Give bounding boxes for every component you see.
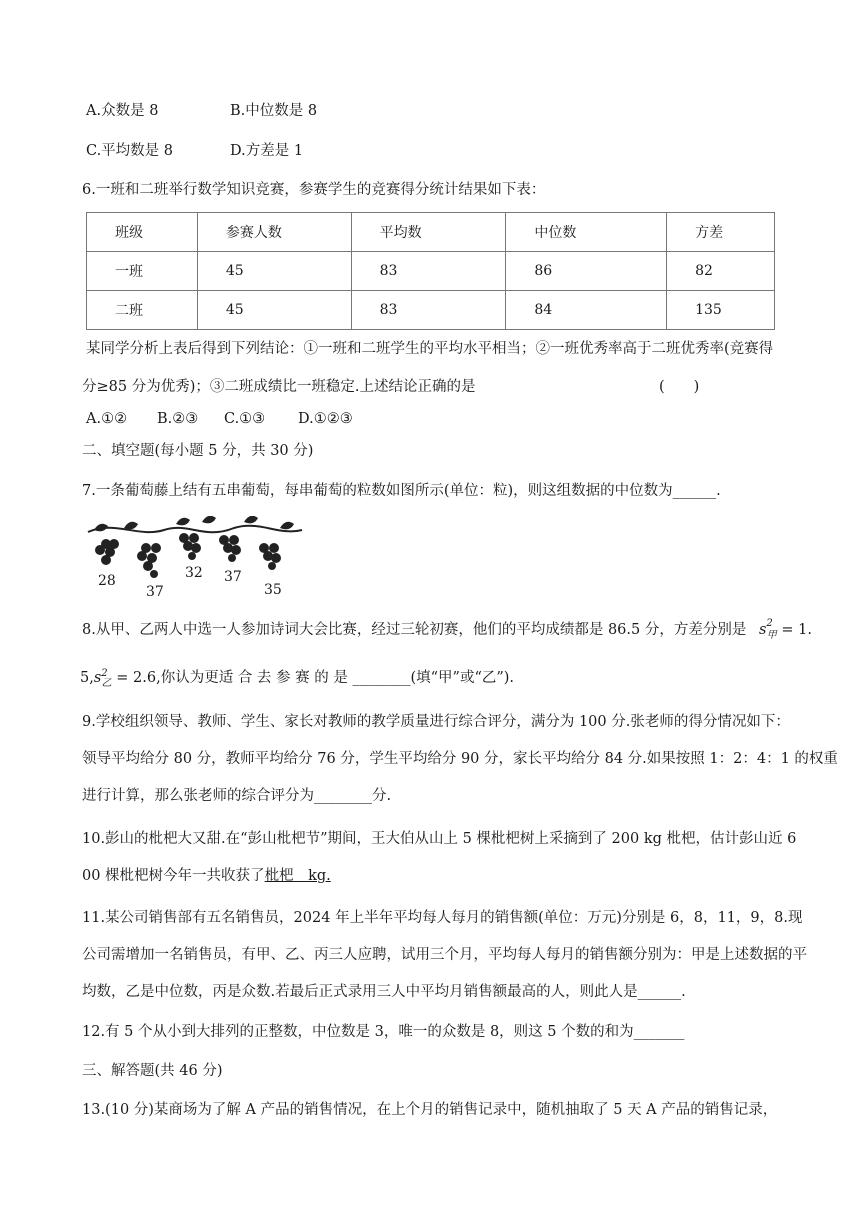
table-header-cell: 班级 [87,213,198,252]
q5-option-c: C.平均数是 8 [86,143,174,159]
q6-option-d: D.①②③ [298,411,353,427]
variance-yi [93,668,112,689]
q6-answer-paren: ( ) [659,379,700,395]
variance-symbol: s [758,621,767,638]
q10-underlined-blank: 枇杷 [264,868,309,884]
grape-count-label: 37 [224,569,242,585]
q11-line1: 11.某公司销售部有五名销售员，2024 年上半年平均每人每月的销售额(单位：万元)分别是 6，8，11，9，8.现 [82,910,803,926]
q9-line2: 领导平均给分 80 分，教师平均给分 76 分，学生平均给分 90 分，家长平均给分 84 分.如果按照 1：2：4：1 的权重 [82,751,838,767]
q8-line2-start: 5, [80,669,94,686]
superscript-2: 2 [101,668,108,679]
table-row [87,291,775,330]
q10-line2-text: 00 棵枇杷树今年一共收获了 [82,868,265,884]
table-cell: 82 [667,252,775,291]
q6-option-b: B.②③ [157,411,199,427]
q6-option-a: A.①② [86,411,128,427]
table-cell: 45 [197,252,351,291]
q6-score-table [86,212,775,330]
q5-option-d: D.方差是 1 [230,143,304,159]
table-cell: 83 [351,252,506,291]
q6-stem: 6.一班和二班举行数学知识竞赛，参赛学生的竞赛得分统计结果如下表： [82,182,546,198]
table-header-cell: 方差 [667,213,775,252]
table-header-row [87,213,775,252]
table-cell: 一班 [87,252,198,291]
table-cell: 83 [351,291,506,330]
q8-line2-text: = 2.6,你认为更适 合 去 参 赛 的 是 ________(填“甲”或“乙”). [116,669,515,686]
q6-analysis-line1: 某同学分析上表后得到下列结论：①一班和二班学生的平均水平相当；②一班优秀率高于二班优秀率(竞赛得 [86,341,774,357]
grape-count-label: 32 [185,565,203,581]
q8-line2 [80,664,514,694]
table-cell: 86 [506,252,667,291]
grape-count-label: 28 [98,573,116,589]
q6-analysis-line2: 分≥85 分为优秀)；③二班成绩比一班稳定.上述结论正确的是 [82,379,476,395]
q8-line1 [82,616,812,646]
grape-count-label: 37 [146,584,164,600]
q6-option-c: C.①③ [224,411,266,427]
q10-line2 [82,866,331,886]
table-header-cell: 平均数 [351,213,506,252]
q8-line1-text: 8.从甲、乙两人中选一人参加诗词大会比赛，经过三轮初赛，他们的平均成绩都是 86.5 分，方差分别是 [82,621,747,638]
table-cell: 45 [197,291,351,330]
q12-text: 12.有 5 个从小到大排列的正整数，中位数是 3，唯一的众数是 8，则这 5 个数的和为_______ [82,1024,685,1040]
q9-line3: 进行计算，那么张老师的综合评分为________分. [82,788,392,804]
q5-option-b: B.中位数是 8 [230,103,318,119]
table-header-cell: 中位数 [506,213,667,252]
q11-line3: 均数，乙是中位数，丙是众数.若最后正式录用三人中平均月销售额最高的人，则此人是______. [82,984,686,1000]
table-header-cell: 参赛人数 [197,213,351,252]
variance-symbol: s [93,669,102,686]
grape-vine-figure [84,516,306,602]
section-3-title: 三、解答题(共 46 分) [82,1063,223,1079]
table-cell: 84 [506,291,667,330]
superscript-2: 2 [766,618,773,629]
table-cell: 二班 [87,291,198,330]
subscript-jia: 甲 [766,629,777,641]
q10-line1: 10.彭山的枇杷大又甜.在“彭山枇杷节”期间，王大伯从山上 5 棵枇杷树上采摘到了 200 kg 枇杷，估计彭山近 6 [82,831,797,847]
q13-text: 13.(10 分)某商场为了解 A 产品的销售情况，在上个月的销售记录中，随机抽取了 5 天 A 产品的销售记录， [82,1102,778,1118]
table-cell: 135 [667,291,775,330]
grape-count-label: 35 [264,582,282,598]
section-2-title: 二、填空题(每小题 5 分，共 30 分) [82,443,314,459]
q7-text: 7.一条葡萄藤上结有五串葡萄，每串葡萄的粒数如图所示(单位：粒)，则这组数据的中位数为______. [82,483,721,499]
q9-line1: 9.学校组织领导、教师、学生、家长对教师的教学质量进行综合评分，满分为 100 分.张老师的得分情况如下： [82,714,790,730]
q8-line1-value: = 1. [781,621,812,638]
table-row [87,252,775,291]
variance-jia [758,618,777,641]
q11-line2: 公司需增加一名销售员，有甲、乙、丙三人应聘，试用三个月，平均每人每月的销售额分别为：甲是上述数据的平 [82,947,807,963]
q5-option-a: A.众数是 8 [86,103,159,119]
q10-unit: kg. [308,868,331,884]
subscript-yi: 乙 [101,677,112,689]
